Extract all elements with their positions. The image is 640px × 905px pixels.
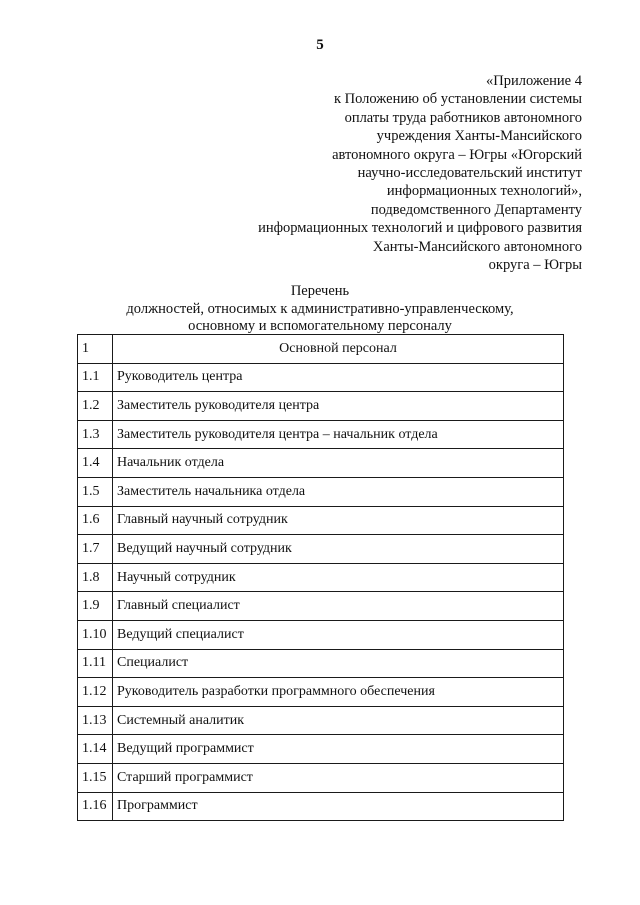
- row-number: 1.10: [78, 620, 113, 649]
- appendix-line: оплаты труда работников автономного: [344, 109, 582, 126]
- row-number: 1.7: [78, 535, 113, 564]
- appendix-line: научно-исследовательский институт: [357, 165, 582, 182]
- table-row: [78, 420, 564, 449]
- list-title-line: Перечень: [290, 283, 350, 299]
- position-name: Заместитель начальника отдела: [113, 477, 564, 506]
- table-row: [78, 706, 564, 735]
- row-number: 1.6: [78, 506, 113, 535]
- list-title-line: основному и вспомогательному персоналу: [188, 318, 452, 334]
- row-number: 1.1: [78, 363, 113, 392]
- appendix-line: информационных технологий»,: [386, 183, 582, 200]
- position-name: Ведущий научный сотрудник: [113, 535, 564, 564]
- appendix-line: «Приложение 4: [486, 73, 582, 89]
- table-row: [78, 392, 564, 421]
- position-name: Ведущий специалист: [113, 620, 564, 649]
- position-name: Ведущий программист: [113, 735, 564, 764]
- appendix-line: информационных технологий и цифрового развития: [258, 220, 582, 237]
- table-row: [78, 620, 564, 649]
- row-number: 1.14: [78, 735, 113, 764]
- position-name: Научный сотрудник: [113, 563, 564, 592]
- position-name: Главный научный сотрудник: [113, 506, 564, 535]
- position-name: Системный аналитик: [113, 706, 564, 735]
- table-row: [78, 535, 564, 564]
- table-row: [78, 563, 564, 592]
- position-name: Руководитель разработки программного обеспечения: [113, 678, 564, 707]
- positions-table: [77, 334, 564, 821]
- table-row: [78, 678, 564, 707]
- table-row: [78, 506, 564, 535]
- table-row: [78, 592, 564, 621]
- section-number: 1: [78, 335, 113, 364]
- row-number: 1.12: [78, 678, 113, 707]
- appendix-line: автономного округа – Югры «Югорский: [332, 146, 582, 163]
- position-name: Старший программист: [113, 763, 564, 792]
- position-name: Заместитель руководителя центра: [113, 392, 564, 421]
- appendix-line: к Положению об установлении системы: [333, 91, 582, 108]
- appendix-header: [162, 72, 582, 274]
- row-number: 1.15: [78, 763, 113, 792]
- position-name: Главный специалист: [113, 592, 564, 621]
- appendix-line: Ханты-Мансийского автономного: [372, 238, 582, 255]
- table-row: [78, 363, 564, 392]
- position-name: Начальник отдела: [113, 449, 564, 478]
- row-number: 1.9: [78, 592, 113, 621]
- position-name: Заместитель руководителя центра – начальник отдела: [113, 420, 564, 449]
- appendix-line: подведомственного Департаменту: [370, 201, 582, 218]
- appendix-line: округа – Югры: [488, 257, 582, 274]
- row-number: 1.11: [78, 649, 113, 678]
- table-row: [78, 763, 564, 792]
- row-number: 1.4: [78, 449, 113, 478]
- table-row: [78, 449, 564, 478]
- row-number: 1.16: [78, 792, 113, 821]
- row-number: 1.8: [78, 563, 113, 592]
- section-title: Основной персонал: [113, 335, 564, 364]
- row-number: 1.5: [78, 477, 113, 506]
- table-row: [78, 735, 564, 764]
- row-number: 1.3: [78, 420, 113, 449]
- section-row: [78, 335, 564, 364]
- row-number: 1.2: [78, 392, 113, 421]
- page-number: 5: [316, 37, 324, 53]
- table-row: [78, 477, 564, 506]
- table-row: [78, 649, 564, 678]
- list-title-line: должностей, относимых к административно-управленческому,: [126, 300, 514, 317]
- position-name: Программист: [113, 792, 564, 821]
- position-name: Руководитель центра: [113, 363, 564, 392]
- list-title: [0, 283, 640, 336]
- appendix-line: учреждения Ханты-Мансийского: [376, 128, 582, 145]
- table-row: [78, 792, 564, 821]
- position-name: Специалист: [113, 649, 564, 678]
- row-number: 1.13: [78, 706, 113, 735]
